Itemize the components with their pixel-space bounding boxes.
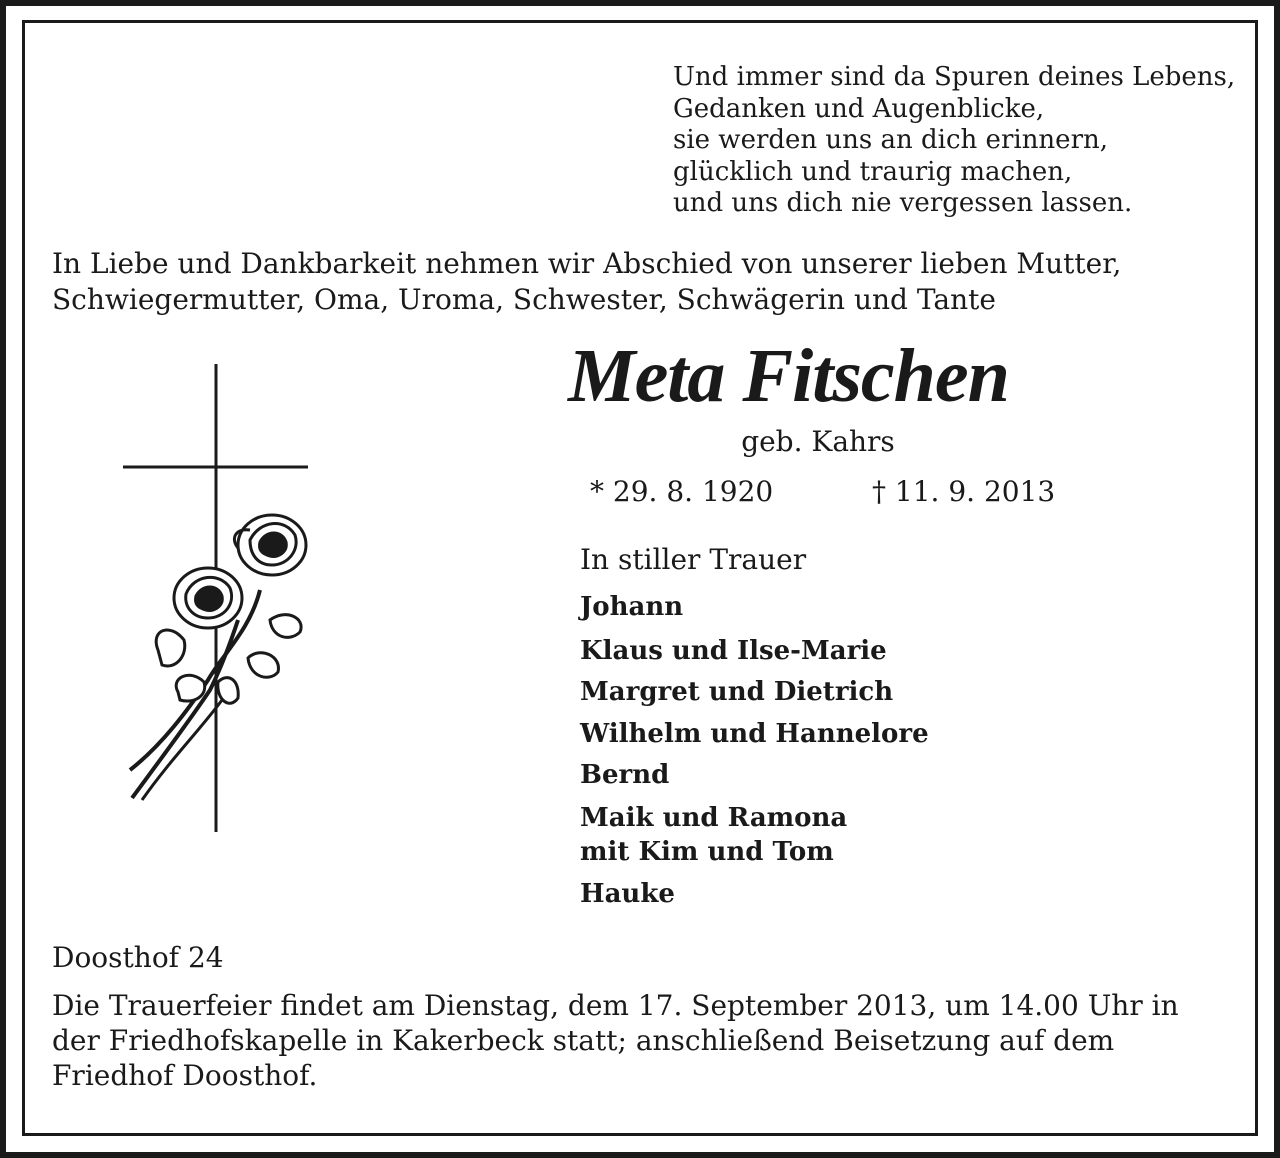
service-line: Die Trauerfeier findet am Dienstag, dem 17. September 2013, um 14.00 Uhr in <box>52 989 1179 1022</box>
maiden-name: geb. Kahrs <box>741 425 895 458</box>
farewell-intro <box>52 246 1121 318</box>
poem-line: sie werden uns an dich erinnern, <box>673 125 1109 155</box>
mourner-name: Johann <box>580 592 684 622</box>
poem-line: Und immer sind da Spuren deines Lebens, <box>673 62 1236 92</box>
poem-line: Gedanken und Augenblicke, <box>673 93 1045 124</box>
mourner-name: Klaus und Ilse-Marie <box>580 636 887 666</box>
mourner-name: Wilhelm und Hannelore <box>580 719 929 749</box>
mourner-name: Maik und Ramona <box>580 803 848 833</box>
deceased-name: Meta Fitschen <box>568 334 1009 418</box>
address: Doosthof 24 <box>52 941 224 974</box>
intro-line: In Liebe und Dankbarkeit nehmen wir Abschied von unserer lieben Mutter, <box>52 247 1122 280</box>
death-date: † 11. 9. 2013 <box>872 475 1056 508</box>
mourner-name: mit Kim und Tom <box>580 837 834 867</box>
poem-line: glücklich und traurig machen, <box>673 156 1073 187</box>
intro-line: Schwiegermutter, Oma, Uroma, Schwester, Schwägerin und Tante <box>52 283 996 316</box>
birth-date: * 29. 8. 1920 <box>590 475 774 508</box>
service-line: der Friedhofskapelle in Kakerbeck statt; anschließend Beisetzung auf dem <box>52 1024 1115 1057</box>
funeral-service-notice <box>52 988 1179 1093</box>
mourner-name: Margret und Dietrich <box>580 677 894 707</box>
cross-with-roses-icon <box>110 360 330 840</box>
service-line: Friedhof Doosthof. <box>52 1059 318 1092</box>
mourner-name: Bernd <box>580 760 670 790</box>
poem-line: und uns dich nie vergessen lassen. <box>673 188 1133 218</box>
mourning-heading: In stiller Trauer <box>580 543 807 576</box>
poem <box>673 62 1235 220</box>
mourner-name: Hauke <box>580 879 675 909</box>
